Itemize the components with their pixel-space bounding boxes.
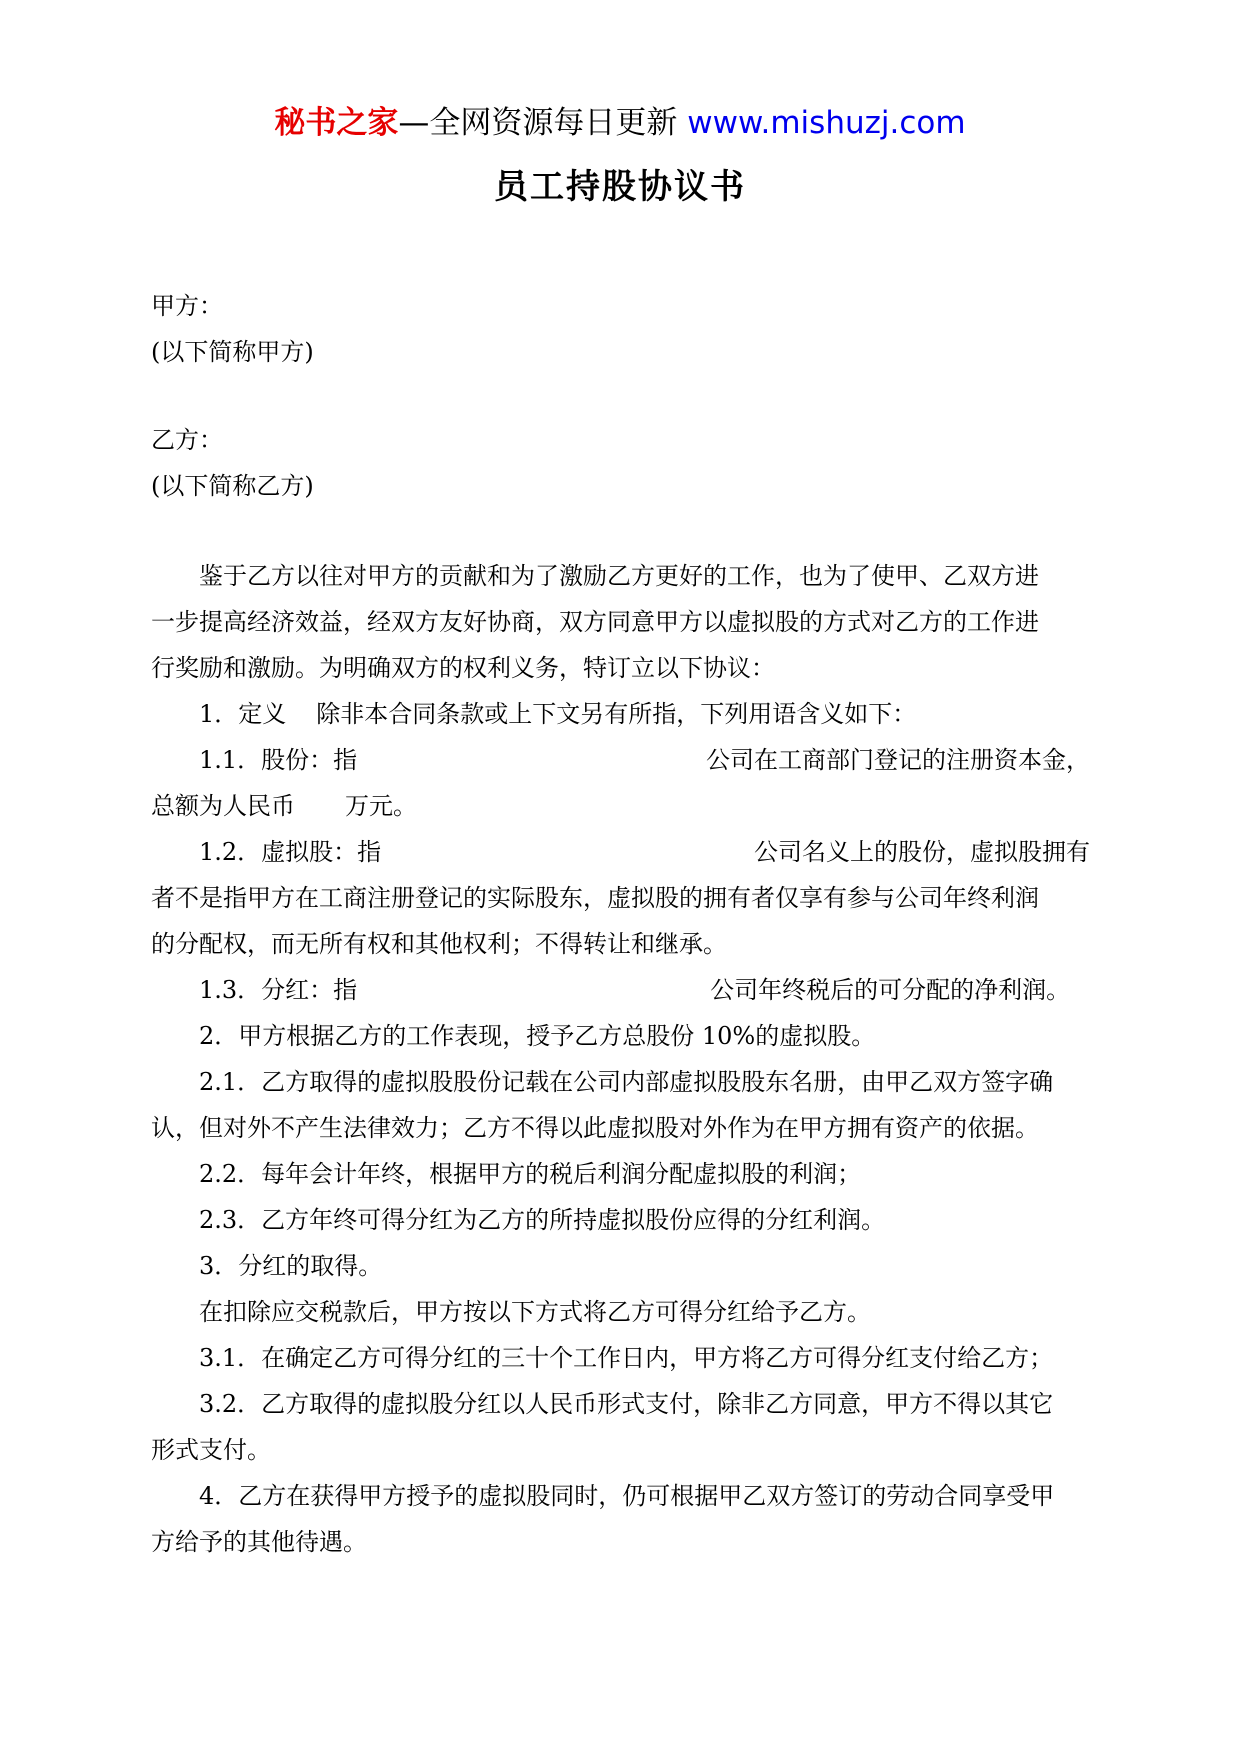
document-body — [151, 283, 1090, 1565]
document-title: 员工持股协议书 — [494, 167, 746, 207]
clause-2-1-cont: 认，但对外不产生法律效力；乙方不得以此虚拟股对外作为在甲方拥有资产的依据。 — [151, 1114, 1039, 1142]
section-1 — [151, 691, 1090, 737]
preamble-line: 鉴于乙方以往对甲方的贡献和为了激励乙方更好的工作，也为了使甲、乙双方进 — [199, 562, 1039, 590]
section-3-intro: 在扣除应交税款后，甲方按以下方式将乙方可得分红给予乙方。 — [199, 1298, 871, 1326]
clause-1-1-amount-label: 总额为人民币 — [151, 792, 295, 820]
clause-1-2-cont: 者不是指甲方在工商注册登记的实际股东，虚拟股的拥有者仅享有参与公司年终利润 — [151, 884, 1039, 912]
clause-1-1-left: 1.1．股份：指 — [199, 746, 358, 774]
banner-url-link[interactable]: www.mishuzj.com — [687, 105, 966, 141]
preamble-line: 一步提高经济效益，经双方友好协商，双方同意甲方以虚拟股的方式对乙方的工作进 — [151, 608, 1039, 636]
section-4: 4．乙方在获得甲方授予的虚拟股同时，仍可根据甲乙双方签订的劳动合同享受甲 — [199, 1482, 1055, 1510]
site-banner — [0, 100, 1240, 146]
clause-1-1-unit: 万元。 — [345, 792, 417, 820]
section-2: 2．甲方根据乙方的工作表现，授予乙方总股份 10%的虚拟股。 — [199, 1022, 876, 1050]
banner-brand: 秘书之家 — [274, 105, 399, 141]
preamble-line: 行奖励和激励。为明确双方的权利义务，特订立以下协议： — [151, 654, 775, 682]
party-b-label: 乙方： — [151, 426, 223, 454]
section-1-text: 除非本合同条款或上下文另有所指，下列用语含义如下： — [316, 700, 917, 728]
clause-1-2 — [151, 829, 1090, 875]
clause-3-2-cont: 形式支付。 — [151, 1436, 271, 1464]
clause-3-2: 3.2．乙方取得的虚拟股分红以人民币形式支付，除非乙方同意，甲方不得以其它 — [199, 1390, 1054, 1418]
clause-1-2-left: 1.2．虚拟股：指 — [199, 838, 382, 866]
clause-3-1: 3.1．在确定乙方可得分红的三十个工作日内，甲方将乙方可得分红支付给乙方； — [199, 1344, 1054, 1372]
party-a-label: 甲方： — [151, 292, 223, 320]
clause-1-1 — [151, 737, 1090, 783]
section-1-heading: 1．定义 — [199, 700, 287, 728]
clause-2-3: 2.3．乙方年终可得分红为乙方的所持虚拟股份应得的分红利润。 — [199, 1206, 886, 1234]
clause-2-2: 2.2．每年会计年终，根据甲方的税后利润分配虚拟股的利润； — [199, 1160, 862, 1188]
clause-1-2-right: 公司名义上的股份，虚拟股拥有 — [754, 838, 1090, 866]
spacer — [151, 375, 1090, 417]
party-b-alias: (以下简称乙方) — [151, 472, 314, 500]
clause-1-3-right: 公司年终税后的可分配的净利润。 — [710, 976, 1071, 1004]
clause-1-2-cont: 的分配权，而无所有权和其他权利；不得转让和继承。 — [151, 930, 727, 958]
clause-1-3 — [151, 967, 1090, 1013]
party-a-alias: (以下简称甲方) — [151, 338, 314, 366]
section-4-cont: 方给予的其他待遇。 — [151, 1528, 367, 1556]
clause-2-1: 2.1．乙方取得的虚拟股股份记载在公司内部虚拟股股东名册，由甲乙双方签字确 — [199, 1068, 1054, 1096]
section-3: 3．分红的取得。 — [199, 1252, 383, 1280]
clause-1-3-left: 1.3．分红：指 — [199, 976, 358, 1004]
banner-tagline: —全网资源每日更新 — [398, 105, 678, 141]
clause-1-1-cont — [151, 783, 1090, 829]
spacer — [151, 509, 1090, 553]
clause-1-1-right: 公司在工商部门登记的注册资本金， — [706, 746, 1090, 774]
